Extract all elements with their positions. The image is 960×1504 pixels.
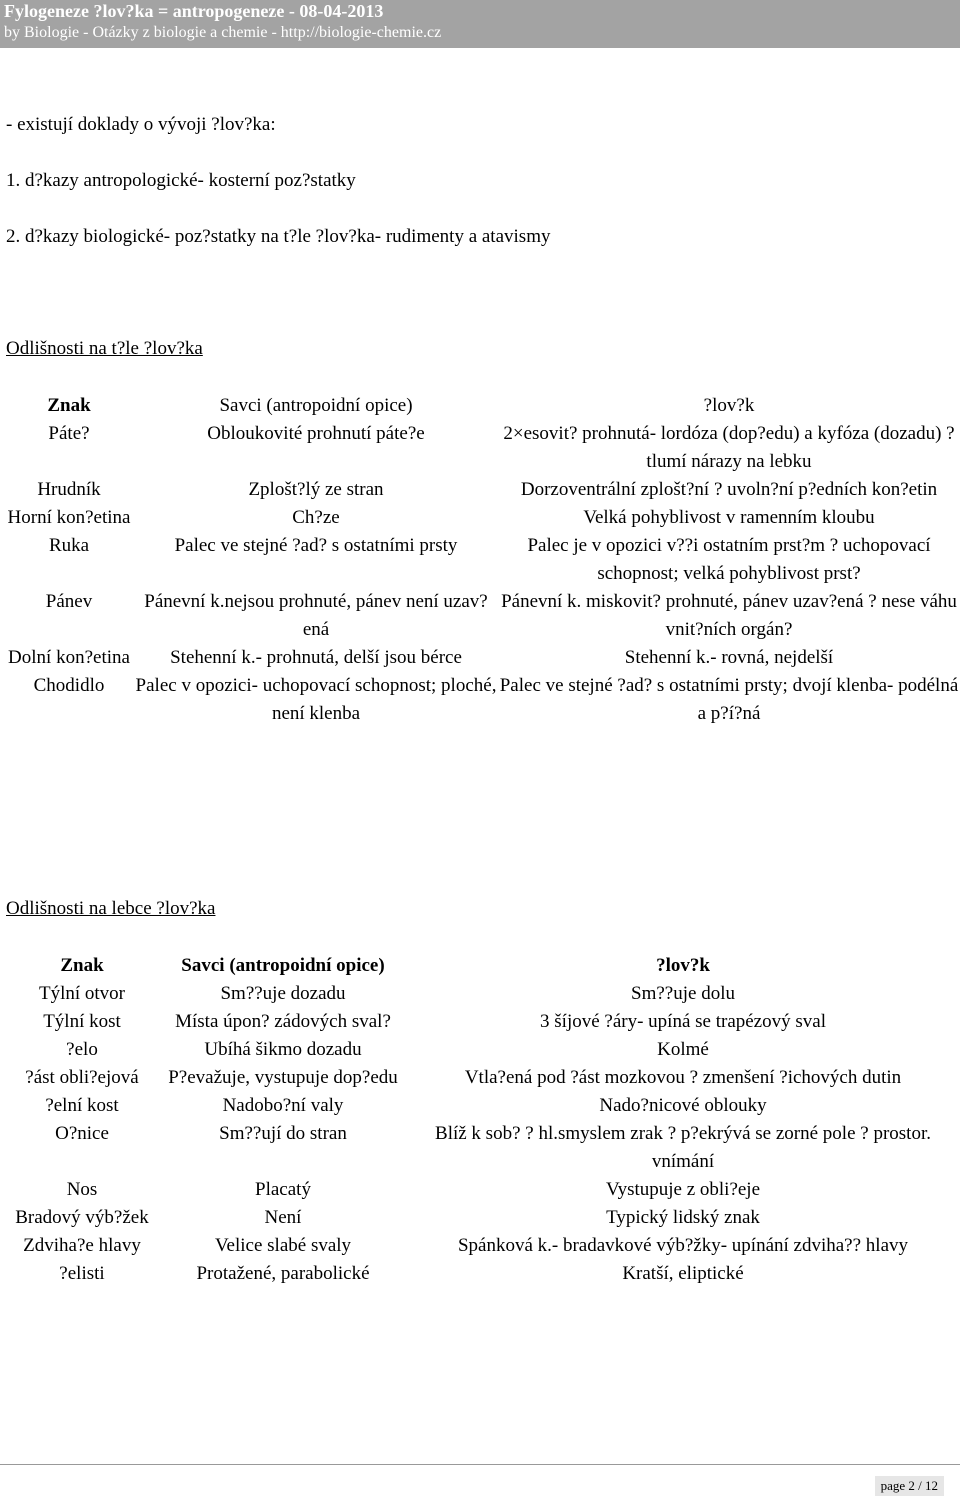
table-cell: Páte? bbox=[48, 423, 90, 444]
table-cell: Chodidlo bbox=[33, 675, 105, 696]
intro-line-1: - existují doklady o vývoji ?lov?ka: bbox=[6, 114, 276, 135]
table-cell: Nado?nicové oblouky bbox=[599, 1095, 767, 1116]
intro-line-3: 2. d?kazy biologické- poz?statky na t?le ?lov?ka- rudimenty a atavismy bbox=[6, 226, 551, 247]
table-cell: Není bbox=[264, 1207, 302, 1228]
table-cell: P?evažuje, vystupuje dop?edu bbox=[168, 1067, 398, 1088]
table-row bbox=[4, 644, 960, 672]
table-cell: Zplošt?lý ze stran bbox=[248, 479, 384, 500]
table-cell: Stehenní k.- prohnutá, delší jsou bérce bbox=[170, 647, 462, 668]
table-cell: ?elisti bbox=[59, 1263, 105, 1284]
table-cell: Pánev bbox=[45, 591, 93, 612]
document-source: by Biologie - Otázky z biologie a chemie - http://biologie-chemie.cz bbox=[4, 24, 442, 41]
table-cell: Palec v opozici- uchopovací schopnost; ploché, není klenba bbox=[135, 675, 497, 724]
table-cell: ?ást obli?ejová bbox=[25, 1067, 139, 1088]
table-cell: Placatý bbox=[255, 1179, 311, 1200]
page-footer bbox=[0, 1464, 960, 1504]
table-row bbox=[4, 1120, 960, 1176]
table-cell: Ch?ze bbox=[292, 507, 340, 528]
table-cell: Vystupuje z obli?eje bbox=[605, 1179, 761, 1200]
body-differences-table bbox=[4, 392, 960, 728]
table-cell: Sm??uje dozadu bbox=[220, 983, 346, 1004]
table-cell: O?nice bbox=[55, 1123, 109, 1144]
table-cell: Vtla?ená pod ?ást mozkovou ? zmenšení ?ichových dutin bbox=[464, 1067, 902, 1088]
table-cell: Dorzoventrální zplošt?ní ? uvoln?ní p?edních kon?etin bbox=[520, 479, 938, 500]
table-cell: Spánková k.- bradavkové výb?žky- upínání zdviha?? hlavy bbox=[457, 1235, 909, 1256]
table-row bbox=[4, 1064, 960, 1092]
table-cell: Kratší, eliptické bbox=[622, 1263, 744, 1284]
column-header: ?lov?k bbox=[703, 395, 755, 416]
table-cell: ?elní kost bbox=[45, 1095, 119, 1116]
table-cell: Zdviha?e hlavy bbox=[23, 1235, 141, 1256]
skull-differences-table bbox=[4, 952, 960, 1288]
table-header-row bbox=[4, 392, 960, 420]
footer-divider bbox=[0, 1464, 960, 1465]
table-cell: Týlní kost bbox=[43, 1011, 121, 1032]
table-row bbox=[4, 1008, 960, 1036]
column-header: Znak bbox=[60, 955, 104, 976]
table-cell: Blíž k sob? ? hl.smyslem zrak ? p?ekrývá se zorné pole ? prostor. vnímání bbox=[435, 1123, 931, 1172]
table-cell: Pánevní k. miskovit? prohnuté, pánev uzav?ená ? nese váhu vnit?ních orgán? bbox=[501, 591, 957, 640]
table-cell: Nos bbox=[66, 1179, 98, 1200]
section-heading-skull: Odlišnosti na lebce ?lov?ka bbox=[6, 898, 216, 919]
table-row bbox=[4, 476, 960, 504]
page-number: page 2 / 12 bbox=[875, 1476, 944, 1496]
table-cell: Typický lidský znak bbox=[606, 1207, 760, 1228]
table-cell: Pánevní k.nejsou prohnuté, pánev není uzav?ená bbox=[144, 591, 488, 640]
table-cell: Ubíhá šikmo dozadu bbox=[204, 1039, 362, 1060]
table-row bbox=[4, 1176, 960, 1204]
table-row bbox=[4, 1204, 960, 1232]
table-cell: 2×esovit? prohnutá- lordóza (dop?edu) a kyfóza (dozadu) ? tlumí nárazy na lebku bbox=[503, 423, 955, 472]
table-row bbox=[4, 1232, 960, 1260]
table-cell: Protažené, parabolické bbox=[196, 1263, 370, 1284]
table-cell: Obloukovité prohnutí páte?e bbox=[207, 423, 425, 444]
table-cell: Sm??uje dolu bbox=[631, 983, 735, 1004]
table-cell: Palec ve stejné ?ad? s ostatními prsty bbox=[174, 535, 458, 556]
table-cell: 3 šíjové ?áry- upíná se trapézový sval bbox=[540, 1011, 826, 1032]
table-cell: Dolní kon?etina bbox=[8, 647, 130, 668]
table-cell: Palec ve stejné ?ad? s ostatními prsty; dvojí klenba- podélná a p?í?ná bbox=[499, 675, 959, 724]
table-cell: Místa úpon? zádových sval? bbox=[175, 1011, 391, 1032]
table-row bbox=[4, 504, 960, 532]
column-header: Savci (antropoidní opice) bbox=[219, 395, 413, 416]
table-row bbox=[4, 1260, 960, 1288]
intro-line-2: 1. d?kazy antropologické- kosterní poz?statky bbox=[6, 170, 356, 191]
table-row bbox=[4, 980, 960, 1008]
table-cell: Nadobo?ní valy bbox=[222, 1095, 344, 1116]
table-row bbox=[4, 588, 960, 644]
table-cell: Horní kon?etina bbox=[7, 507, 131, 528]
table-cell: Stehenní k.- rovná, nejdelší bbox=[624, 647, 834, 668]
table-row bbox=[4, 420, 960, 476]
table-cell: Velice slabé svaly bbox=[214, 1235, 352, 1256]
table-row bbox=[4, 672, 960, 728]
table-row bbox=[4, 1036, 960, 1064]
table-cell: Hrudník bbox=[37, 479, 101, 500]
table-cell: Ruka bbox=[48, 535, 90, 556]
table-cell: Kolmé bbox=[657, 1039, 709, 1060]
table-row bbox=[4, 1092, 960, 1120]
table-row bbox=[4, 532, 960, 588]
table-cell: Týlní otvor bbox=[38, 983, 126, 1004]
document-title: Fylogeneze ?lov?ka = antropogeneze - 08-04-2013 bbox=[4, 1, 384, 21]
table-cell: ?elo bbox=[66, 1039, 98, 1060]
column-header: Savci (antropoidní opice) bbox=[181, 955, 385, 976]
table-cell: Sm??ují do stran bbox=[219, 1123, 347, 1144]
table-cell: Velká pohyblivost v ramenním kloubu bbox=[583, 507, 875, 528]
column-header: ?lov?k bbox=[656, 955, 710, 976]
column-header: Znak bbox=[47, 395, 91, 416]
page-header bbox=[0, 0, 960, 48]
table-cell: Palec je v opozici v??i ostatním prst?m ? uchopovací schopnost; velká pohyblivost prst? bbox=[527, 535, 931, 584]
table-cell: Bradový výb?žek bbox=[15, 1207, 149, 1228]
table-header-row bbox=[4, 952, 960, 980]
section-heading-body: Odlišnosti na t?le ?lov?ka bbox=[6, 338, 203, 359]
